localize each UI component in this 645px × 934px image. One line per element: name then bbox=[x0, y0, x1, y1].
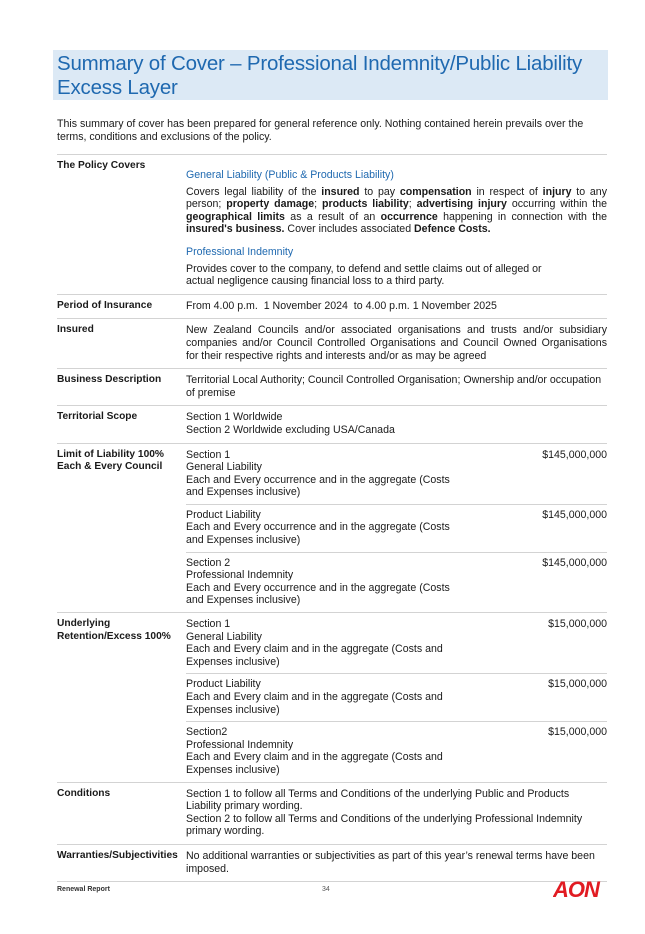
value-conditions bbox=[186, 782, 607, 844]
row-insured bbox=[57, 319, 607, 369]
aon-logo bbox=[553, 878, 607, 900]
label-underlying: Underlying Retention/Excess 100% bbox=[57, 613, 186, 783]
label-territorial: Territorial Scope bbox=[57, 406, 186, 443]
value-period: From 4.00 p.m. 1 November 2024 to 4.00 p.m. 1 November 2025 bbox=[186, 294, 607, 319]
value-insured: New Zealand Councils and/or associated organisations and trusts and/or subsidiary companies and/or Council Controlled Organisations and Council Owned Organisations for their respective rights and interests and/or as may be agreed bbox=[186, 319, 607, 369]
limit-amount: $145,000,000 bbox=[542, 448, 607, 461]
label-limit: Limit of Liability 100% Each & Every Council bbox=[57, 443, 186, 613]
label-warranties: Warranties/Subjectivities bbox=[57, 844, 186, 881]
professional-indemnity-heading: Professional Indemnity bbox=[186, 245, 294, 258]
retention-amount: $15,000,000 bbox=[548, 618, 607, 631]
limit-amount: $145,000,000 bbox=[542, 508, 607, 521]
label-insured: Insured bbox=[57, 319, 186, 369]
retention-item: Section2 Professional Indemnity Each and Every claim and in the aggregate (Costs and Expenses inclusive) $15,000,000 bbox=[186, 721, 607, 781]
aon-logo-text: AON bbox=[553, 878, 599, 900]
footer-report-name: Renewal Report bbox=[57, 886, 110, 893]
conditions-line-2: Section 2 to follow all Terms and Conditions of the underlying Professional Indemnity primary wording. bbox=[186, 812, 583, 838]
value-business: Territorial Local Authority; Council Controlled Organisation; Ownership and/or occupation of premise bbox=[186, 369, 607, 406]
territorial-line-2: Section 2 Worldwide excluding USA/Canada bbox=[186, 423, 395, 436]
row-period bbox=[57, 294, 607, 319]
row-underlying bbox=[57, 613, 607, 783]
label-conditions: Conditions bbox=[57, 782, 186, 844]
row-conditions bbox=[57, 782, 607, 844]
value-territorial bbox=[186, 406, 607, 443]
row-business bbox=[57, 369, 607, 406]
limit-item: Section 1 General Liability Each and Every occurrence and in the aggregate (Costs and Expenses inclusive) $145,000,000 bbox=[186, 448, 607, 499]
value-policy-covers bbox=[186, 155, 607, 295]
row-policy-covers bbox=[57, 155, 607, 295]
row-warranties bbox=[57, 844, 607, 881]
intro-text: This summary of cover has been prepared for general reference only. Nothing contained herein prevails over the terms, conditions and exclusions of the policy. bbox=[57, 118, 584, 143]
value-limit bbox=[186, 443, 607, 613]
label-business: Business Description bbox=[57, 369, 186, 406]
cover-summary-table bbox=[57, 154, 607, 882]
label-policy-covers: The Policy Covers bbox=[57, 155, 186, 295]
retention-item: Product Liability Each and Every claim and in the aggregate (Costs and Expenses inclusive) $15,000,000 bbox=[186, 673, 607, 721]
retention-amount: $15,000,000 bbox=[548, 726, 607, 739]
limit-item: Product Liability Each and Every occurrence and in the aggregate (Costs and Expenses inclusive) $145,000,000 bbox=[186, 504, 607, 552]
professional-indemnity-text: Provides cover to the company, to defend and settle claims out of alleged or actual negligence causing financial loss to a third party. bbox=[186, 262, 542, 288]
general-liability-heading: General Liability (Public & Products Liability) bbox=[186, 169, 394, 181]
general-liability-text: Covers legal liability of the insured to pay compensation in respect of injury to any person; property damage; products liability; advertising injury occurring within the geographical limits as a result of an occurrence happening in connection with the insured's business. Cover includes associated Defence Costs. bbox=[186, 185, 608, 236]
label-period: Period of Insurance bbox=[57, 294, 186, 319]
retention-item: Section 1 General Liability Each and Every claim and in the aggregate (Costs and Expenses inclusive) $15,000,000 bbox=[186, 618, 607, 668]
footer-page-number: 34 bbox=[322, 886, 330, 893]
value-underlying bbox=[186, 613, 607, 783]
row-limit bbox=[57, 443, 607, 613]
page-title: Summary of Cover – Professional Indemnity/Public Liability Excess Layer bbox=[57, 52, 583, 99]
retention-amount: $15,000,000 bbox=[548, 678, 607, 691]
title-band bbox=[53, 50, 608, 100]
limit-item: Section 2 Professional Indemnity Each and Every occurrence and in the aggregate (Costs and Expenses inclusive) $145,000,000 bbox=[186, 552, 607, 612]
row-territorial bbox=[57, 406, 607, 443]
territorial-line-1: Section 1 Worldwide bbox=[186, 411, 283, 424]
limit-amount: $145,000,000 bbox=[542, 556, 607, 569]
value-warranties: No additional warranties or subjectivities as part of this year’s renewal terms have been imposed. bbox=[186, 844, 607, 881]
conditions-line-1: Section 1 to follow all Terms and Conditions of the underlying Public and Products Liability primary wording. bbox=[186, 787, 570, 813]
